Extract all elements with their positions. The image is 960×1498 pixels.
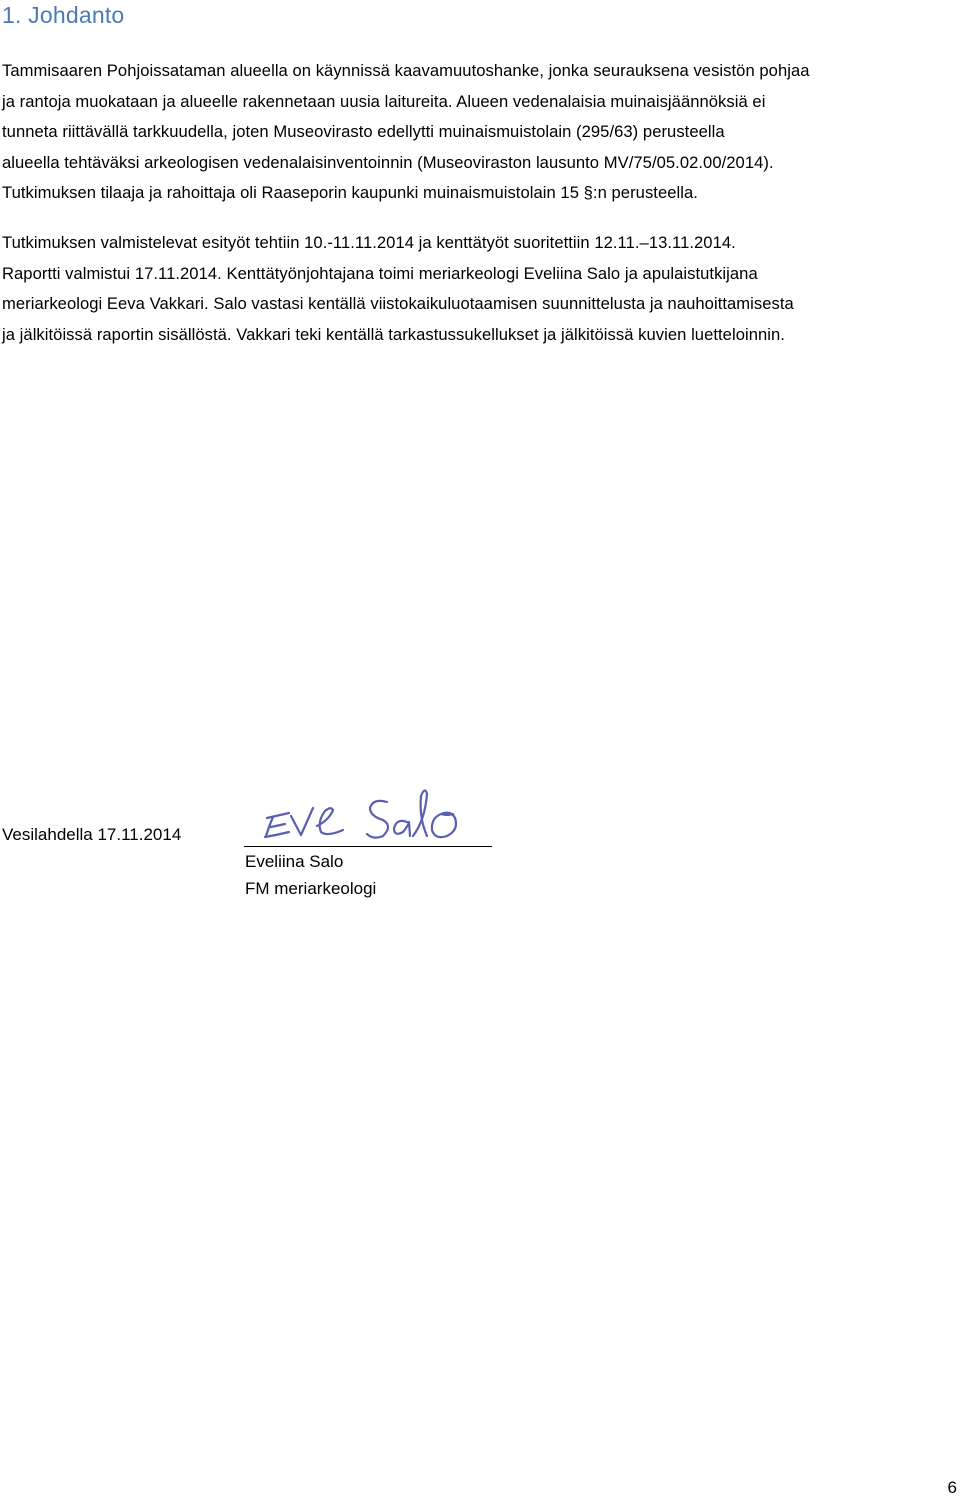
signature-stroke [394, 821, 410, 836]
signer-title: FM meriarkeologi [245, 879, 377, 898]
signature-stroke [367, 801, 388, 838]
signature-stroke [317, 808, 343, 834]
handwritten-signature [255, 780, 470, 850]
text-line: Tammisaaren Pohjoissataman alueella on käynnissä kaavamuutoshanke, jonka seurauksena vesistön pohjaa [2, 61, 810, 80]
text-line: Raportti valmistui 17.11.2014. Kenttätyönjohtajana toimi meriarkeologi Eveliina Salo ja apulaistutkijana [2, 263, 758, 283]
text-line: alueella tehtäväksi arkeologisen vedenalaisinventoinnin (Museoviraston lausunto MV/75/05.02.00/2014). [2, 152, 774, 172]
text-line: meriarkeologi Eeva Vakkari. Salo vastasi kentällä viistokaikuluotaamisen suunnittelusta ja nauhoittamisesta [2, 294, 794, 314]
signature-stroke [265, 813, 289, 837]
signature-stroke [413, 790, 427, 836]
schedule-paragraph [2, 228, 952, 350]
text-line: ja jälkitöissä raportin sisällöstä. Vakkari teki kentällä tarkastussukellukset ja jälkitöissä kuvien luetteloinnin. [2, 324, 785, 344]
text-line: ja rantoja muokataan ja alueelle rakennetaan uusia laitureita. Alueen vedenalaisia muinaisjäännöksiä ei [2, 91, 766, 111]
signer-name: Eveliina Salo [245, 852, 344, 871]
intro-paragraph [2, 56, 952, 209]
signature-stroke [432, 813, 456, 837]
text-line: tunneta riittävällä tarkkuudella, joten Museovirasto edellytti muinaismuistolain (295/63) perusteella [2, 122, 725, 142]
section-heading: 1. Johdanto [2, 2, 125, 28]
signature-place-date: Vesilahdella 17.11.2014 [2, 825, 182, 844]
text-line: Tutkimuksen tilaaja ja rahoittaja oli Raaseporin kaupunki muinaismuistolain 15 §:n perusteella. [2, 183, 698, 203]
signature-line [244, 846, 492, 847]
text-line: Tutkimuksen valmistelevat esityöt tehtiin 10.-11.11.2014 ja kenttätyöt suoritettiin 12.11.–13.11.2014. [2, 233, 736, 252]
page-number: 6 [947, 1478, 957, 1497]
signature-stroke [291, 808, 313, 835]
